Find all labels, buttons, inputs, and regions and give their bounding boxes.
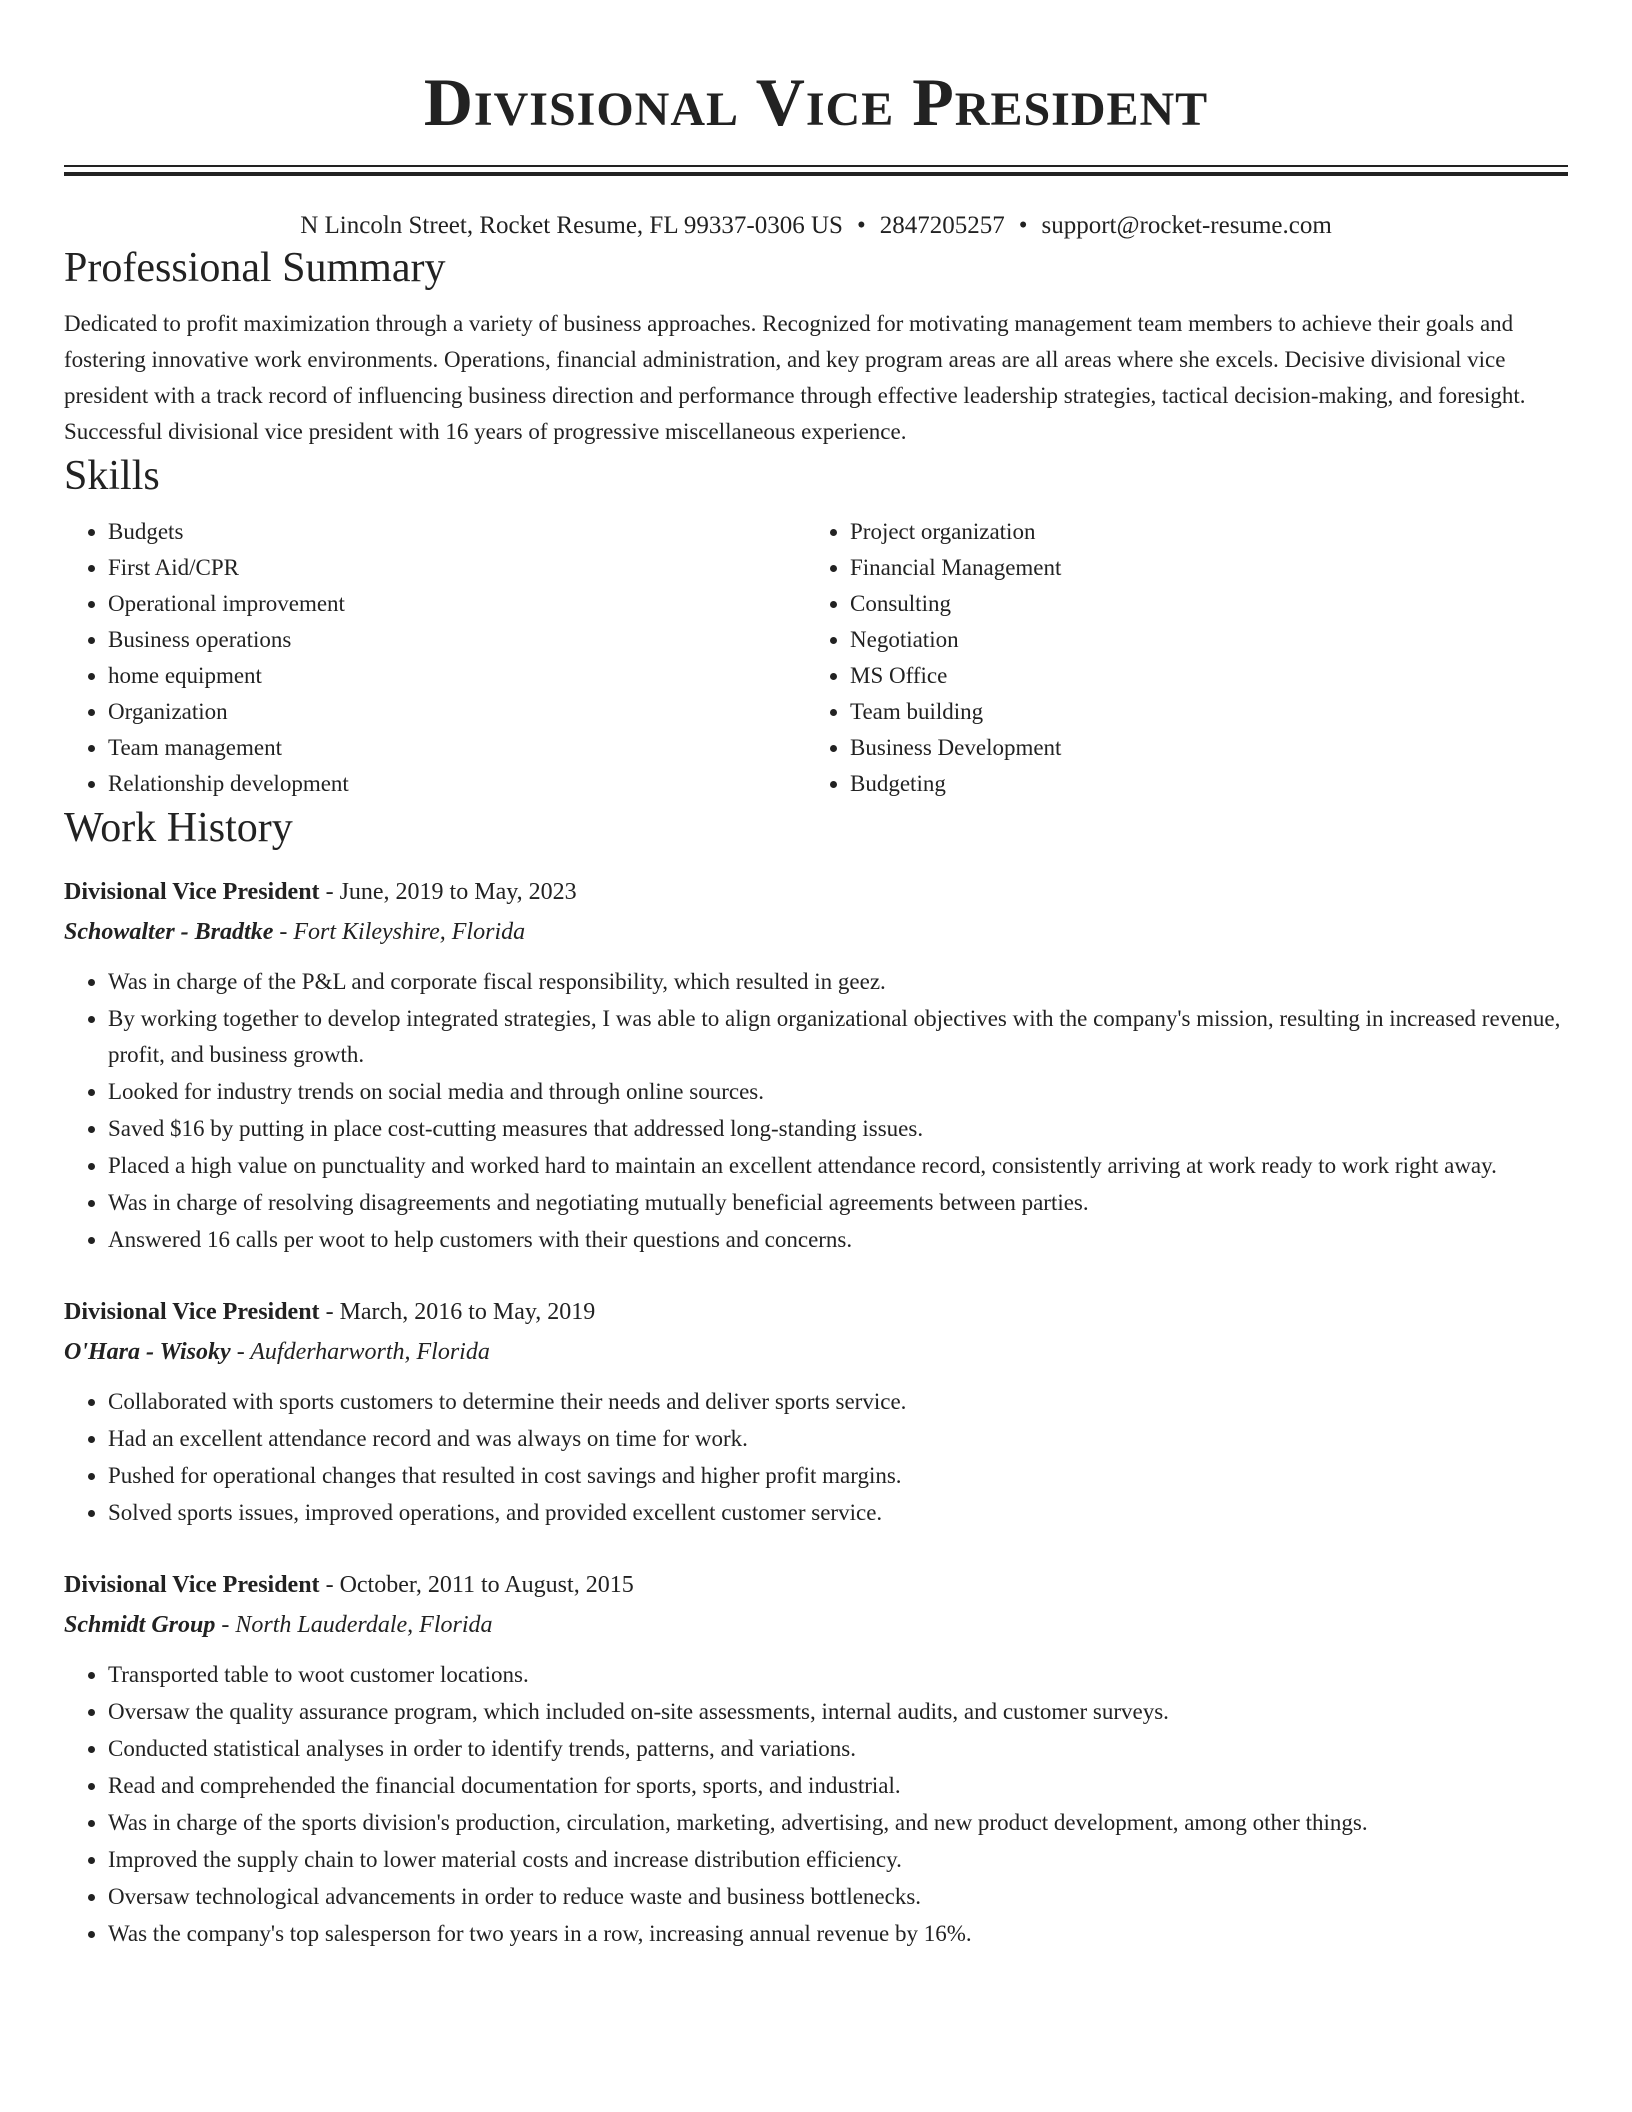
job-dates: June, 2019 to May, 2023: [339, 879, 577, 905]
job-title: Divisional Vice President: [64, 879, 320, 905]
skill-item: • First Aid/CPR: [108, 550, 806, 586]
resume-name: Divisional Vice President: [423, 64, 1209, 140]
job-bullet: • Placed a high value on punctuality and worked hard to maintain an excellent attendance record, consistently arriving at work ready to work right away.: [108, 1148, 1568, 1184]
job-dates: October, 2011 to August, 2015: [339, 1572, 634, 1598]
job-entry: [64, 1292, 1568, 1531]
work-history-heading: Work History: [64, 805, 293, 851]
contact-line: [64, 210, 1568, 242]
summary-text: Dedicated to profit maximization through a variety of business approaches. Recognized for motivating management team members to achieve their goals and fostering innovative work environments. Operations, financial administration, and key program areas are all areas where she excels. Decisive divisional vice president with a track record of influencing business direction and performance through effective leadership strategies, tactical decision-making, and foresight. Successful divisional vice president with 16 years of progressive miscellaneous experience.: [64, 311, 1526, 444]
job-entry: [64, 1565, 1568, 1952]
job-company-line: [64, 1332, 1568, 1372]
resume-page: [64, 0, 1568, 1953]
job-company-line: [64, 1605, 1568, 1645]
skill-item: • Financial Management: [850, 550, 1548, 586]
job-bullet: • By working together to develop integrated strategies, I was able to align organizational objectives with the company's mission, resulting in increased revenue, profit, and business growth.: [108, 1001, 1568, 1073]
job-dash: -: [215, 1612, 236, 1638]
contact-phone: 2847205257: [879, 212, 1005, 239]
job-dash: -: [319, 1299, 340, 1325]
skills-heading: Skills: [64, 453, 160, 499]
job-title: Divisional Vice President: [64, 1572, 320, 1598]
job-bullet: • Was in charge of resolving disagreements and negotiating mutually beneficial agreements between parties.: [108, 1185, 1568, 1221]
job-bullet: • Pushed for operational changes that resulted in cost savings and higher profit margins.: [108, 1458, 1568, 1494]
job-dates: March, 2016 to May, 2019: [339, 1299, 596, 1325]
job-company: O'Hara - Wisoky: [64, 1339, 231, 1365]
job-location: North Lauderdale, Florida: [235, 1612, 493, 1638]
job-dash: -: [319, 879, 340, 905]
skills-column-left: [64, 514, 806, 802]
skills-column-right: [806, 514, 1548, 802]
job-bullet: • Looked for industry trends on social media and through online sources.: [108, 1074, 1568, 1110]
job-bullet: • Collaborated with sports customers to determine their needs and deliver sports service.: [108, 1384, 1568, 1420]
skill-item: • Budgets: [108, 514, 806, 550]
skill-item: • Relationship development: [108, 766, 806, 802]
job-location: Aufderharworth, Florida: [250, 1339, 490, 1365]
job-bullet: • Was in charge of the P&L and corporate fiscal responsibility, which resulted in geez.: [108, 964, 1568, 1000]
job-bullet: • Oversaw technological advancements in order to reduce waste and business bottlenecks.: [108, 1879, 1568, 1915]
job-bullet: • Improved the supply chain to lower material costs and increase distribution efficiency.: [108, 1842, 1568, 1878]
job-bullet: • Oversaw the quality assurance program, which included on-site assessments, internal audits, and customer surveys.: [108, 1694, 1568, 1730]
job-bullet: • Conducted statistical analyses in order to identify trends, patterns, and variations.: [108, 1731, 1568, 1767]
job-title-line: [64, 1292, 1568, 1332]
job-bullet: • Had an excellent attendance record and was always on time for work.: [108, 1421, 1568, 1457]
skill-item: • Team management: [108, 730, 806, 766]
skill-item: • Project organization: [850, 514, 1548, 550]
header-divider: [64, 165, 1568, 176]
skill-item: • MS Office: [850, 658, 1548, 694]
skill-item: • Budgeting: [850, 766, 1548, 802]
job-company: Schmidt Group: [64, 1612, 216, 1638]
job-company-line: [64, 912, 1568, 952]
job-title-line: [64, 872, 1568, 912]
skill-item: • Business Development: [850, 730, 1548, 766]
contact-separator: •: [856, 212, 866, 239]
job-dash: -: [273, 919, 294, 945]
skill-item: • home equipment: [108, 658, 806, 694]
job-bullets: [64, 1657, 1568, 1952]
skill-item: • Business operations: [108, 622, 806, 658]
skill-item: • Operational improvement: [108, 586, 806, 622]
contact-address: N Lincoln Street, Rocket Resume, FL 99337-0306 US: [300, 212, 843, 239]
skill-item: • Team building: [850, 694, 1548, 730]
job-bullet: • Saved $16 by putting in place cost-cutting measures that addressed long-standing issues.: [108, 1111, 1568, 1147]
job-bullet: • Was in charge of the sports division's production, circulation, marketing, advertising, and new product development, among other things.: [108, 1805, 1568, 1841]
skill-item: • Negotiation: [850, 622, 1548, 658]
skill-item: • Organization: [108, 694, 806, 730]
job-bullet: • Transported table to woot customer locations.: [108, 1657, 1568, 1693]
job-entry: [64, 872, 1568, 1258]
skills-list: [64, 514, 1568, 802]
job-dash: -: [230, 1339, 251, 1365]
job-company: Schowalter - Bradtke: [64, 919, 274, 945]
work-history-list: [64, 872, 1568, 1952]
job-bullet: • Read and comprehended the financial documentation for sports, sports, and industrial.: [108, 1768, 1568, 1804]
summary-heading: Professional Summary: [64, 245, 446, 291]
job-bullet: • Answered 16 calls per woot to help customers with their questions and concerns.: [108, 1222, 1568, 1258]
job-title: Divisional Vice President: [64, 1299, 320, 1325]
job-bullet: • Was the company's top salesperson for two years in a row, increasing annual revenue by 16%.: [108, 1916, 1568, 1952]
job-title-line: [64, 1565, 1568, 1605]
job-location: Fort Kileyshire, Florida: [293, 919, 526, 945]
contact-separator: •: [1018, 212, 1028, 239]
job-dash: -: [319, 1572, 340, 1598]
job-bullets: [64, 1384, 1568, 1531]
contact-email: support@rocket-resume.com: [1041, 212, 1332, 239]
skill-item: • Consulting: [850, 586, 1548, 622]
job-bullets: [64, 964, 1568, 1258]
job-bullet: • Solved sports issues, improved operations, and provided excellent customer service.: [108, 1495, 1568, 1531]
